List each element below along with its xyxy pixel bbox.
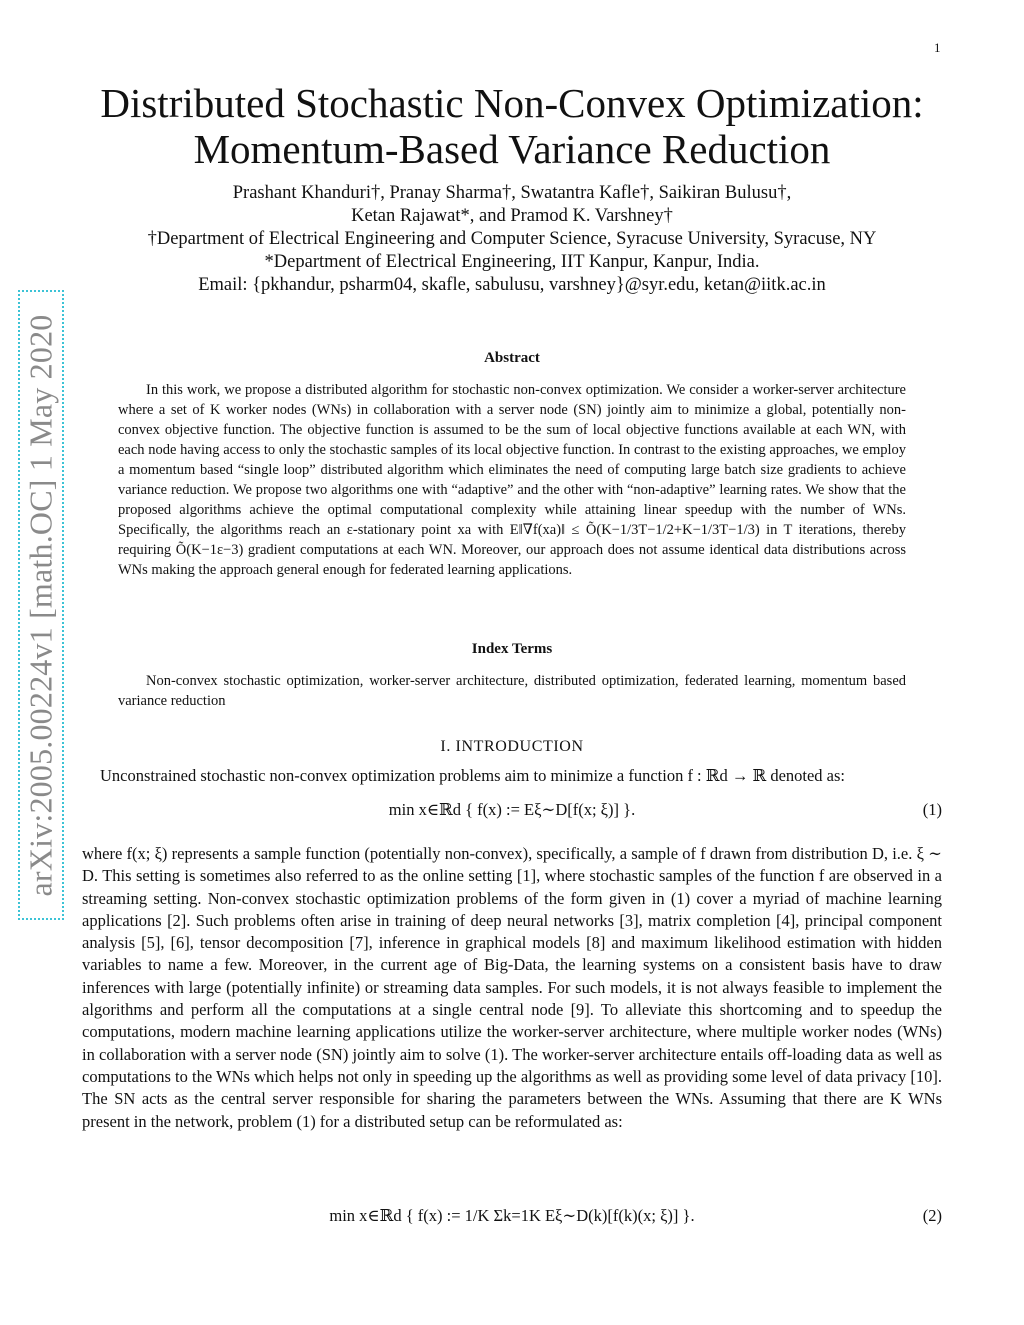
equation-1 (82, 800, 942, 820)
abstract-body: In this work, we propose a distributed algorithm for stochastic non-convex optimization. We consider a worker-server architecture where a set of K worker nodes (WNs) in collaboration with a server node (SN) jointly aim to minimize a global, potentially non-convex objective function. The objective function is assumed to be the sum of local objective functions available at each WN, with each node having access to only the stochastic samples of its local objective function. In contrast to the existing approaches, we employ a momentum based “single loop” distributed algorithm which eliminates the need of computing large batch size gradients to achieve variance reduction. We propose two algorithms one with “adaptive” and the other with “non-adaptive” learning rates. We show that the proposed algorithms achieve the optimal computational complexity while attaining linear speedup with the number of WNs. Specifically, the algorithms reach an ε-stationary point xa with E‖∇f(xa)‖ ≤ Õ(K−1/3T−1/2+K−1/3T−1/3) in T iterations, thereby requiring Õ(K−1ε−3) gradient computations at each WN. Moreover, our approach does not assume identical data distributions across WNs making the approach general enough for federated learning applications. (118, 382, 906, 578)
equation-1-number: (1) (922, 800, 942, 819)
authors-line-2: Ketan Rajawat*, and Pramod K. Varshney† (351, 206, 673, 226)
equation-2-body: min x∈ℝd { f(x) := 1/K Σk=1K Eξ∼D(k)[f(k)(x; ξ)] }. (329, 1206, 695, 1225)
section-heading-introduction: I. INTRODUCTION (440, 738, 584, 755)
affiliation-syracuse: †Department of Electrical Engineering and Computer Science, Syracuse University, Syracuse, NY (147, 229, 877, 249)
page-number: 1 (934, 40, 941, 55)
intro-paragraph: where f(x; ξ) represents a sample function (potentially non-convex), specifically, a sample of f drawn from distribution D, i.e. ξ ∼ D. This setting is sometimes also referred to as the online setting [1], where stochastic samples of the function f are observed in a streaming setting. Non-convex stochastic optimization problems of the form given in (1) cover a myriad of machine learning applications [2]. Such problems often arise in training of deep neural networks [3], matrix completion [4], principal component analysis [5], [6], tensor decomposition [7], inference in graphical models [8] and maximum likelihood estimation with hidden variables to name a few. Moreover, in the current age of Big-Data, the learning systems on a consistent basis have to draw inferences with large (potentially infinite) or streaming data samples. For such models, it is not always feasible to implement the algorithms and perform all the computations at a single central node [9]. To alleviate this shortcoming and to speedup the computations, modern machine learning applications utilize the worker-server architecture, where multiple worker nodes (WNs) in collaboration with a server node (SN) jointly aim to solve (1). The worker-server architecture entails off-loading data as well as computations to the WNs which helps not only in speeding up the algorithms as well as providing some level of data privacy [10]. The SN acts as the central server responsible for sharing the parameters between the WNs. Assuming that there are K WNs present in the network, problem (1) for a distributed setup can be reformulated as: (82, 844, 942, 1131)
authors-line-1: Prashant Khanduri†, Pranay Sharma†, Swatantra Kafle†, Saikiran Bulusu†, (232, 183, 792, 203)
abstract-heading: Abstract (484, 350, 540, 366)
equation-2-number: (2) (922, 1206, 942, 1225)
arxiv-stamp (18, 290, 64, 920)
email-line: Email: {pkhandur, psharm04, skafle, sabulusu, varshney}@syr.edu, ketan@iitk.ac.in (198, 275, 826, 295)
intro-sentence: Unconstrained stochastic non-convex optimization problems aim to minimize a function f : ℝd → ℝ denoted as: (100, 766, 846, 785)
title-line-2: Momentum-Based Variance Reduction (193, 126, 831, 172)
arxiv-stamp-text: arXiv:2005.00224v1 [math.OC] 1 May 2020 (22, 314, 59, 896)
author-block (60, 182, 964, 297)
index-terms-heading: Index Terms (471, 641, 553, 657)
paper-title (60, 80, 964, 172)
index-terms-body: Non-convex stochastic optimization, worker-server architecture, distributed optimization, federated learning, momentum based variance reduction (118, 673, 906, 709)
equation-2 (82, 1206, 942, 1226)
affiliation-iitk: *Department of Electrical Engineering, IIT Kanpur, Kanpur, India. (264, 252, 760, 272)
equation-1-body: min x∈ℝd { f(x) := Eξ∼D[f(x; ξ)] }. (388, 800, 636, 819)
title-line-1: Distributed Stochastic Non-Convex Optimization: (100, 80, 924, 126)
